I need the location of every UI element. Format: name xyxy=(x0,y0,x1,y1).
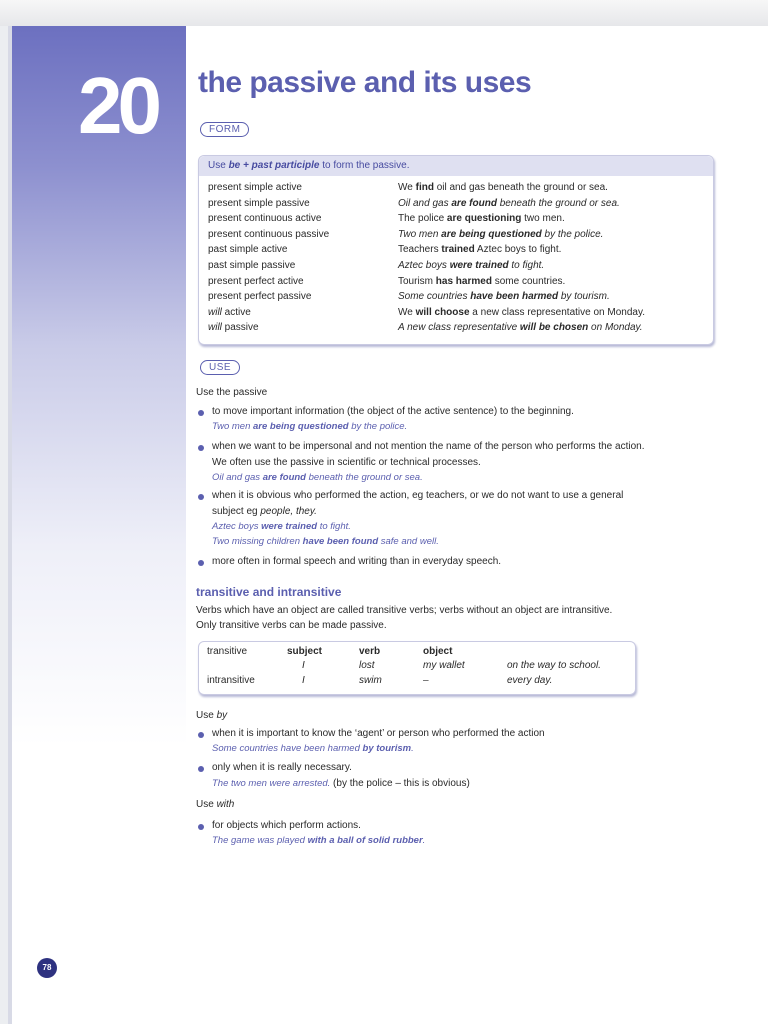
form-row-example: A new class representative will be chosen on Monday. xyxy=(398,322,643,334)
page-number: 78 xyxy=(37,958,57,978)
page-title: the passive and its uses xyxy=(198,66,532,99)
form-row-label: present simple active xyxy=(208,182,302,193)
form-row xyxy=(199,244,713,259)
form-row-example: Teachers trained Aztec boys to fight. xyxy=(398,244,562,256)
bullet-dot xyxy=(198,766,204,772)
bullet-dot xyxy=(198,494,204,500)
use-example-3a: Aztec boys were trained to fight. xyxy=(212,521,351,532)
form-row-example: We find oil and gas beneath the ground or sea. xyxy=(398,182,608,193)
header-object: object xyxy=(423,646,453,657)
cell-extra-1: on the way to school. xyxy=(507,660,601,671)
transitive-heading: transitive and intransitive xyxy=(196,585,342,599)
form-row-example: Oil and gas are found beneath the ground or sea. xyxy=(398,197,620,209)
use-with-heading: Use with xyxy=(196,799,235,810)
use-pill: USE xyxy=(200,360,240,375)
cell-extra-2: every day. xyxy=(507,675,553,686)
form-pill: FORM xyxy=(200,122,249,137)
form-row-label: present continuous passive xyxy=(208,228,330,240)
use-by-bullet-2: only when it is really necessary. xyxy=(212,762,352,773)
form-row-label: present perfect passive xyxy=(208,291,312,303)
form-row-label: present simple passive xyxy=(208,197,310,209)
bullet-dot xyxy=(198,445,204,451)
form-row xyxy=(199,213,713,228)
use-by-example-1: Some countries have been harmed by tourism. xyxy=(212,743,414,754)
use-bullet-4: more often in formal speech and writing than in everyday speech. xyxy=(212,556,502,567)
form-row-example: Some countries have been harmed by tourism. xyxy=(398,291,610,303)
form-table-box xyxy=(198,155,714,345)
form-row-label: present perfect active xyxy=(208,275,304,287)
form-row-label: past simple passive xyxy=(208,260,296,271)
cell-verb-1: lost xyxy=(359,660,375,671)
use-by-heading: Use by xyxy=(196,710,228,721)
cell-verb-2: swim xyxy=(359,675,382,686)
use-example-3b: Two missing children have been found safe and well. xyxy=(212,536,439,547)
bullet-dot xyxy=(198,824,204,830)
form-row xyxy=(199,182,713,197)
use-by-bullet-1: when it is important to know the ‘agent’ or person who performed the action xyxy=(212,728,545,739)
form-row-label: will active xyxy=(208,306,251,318)
use-with-example-1: The game was played with a ball of solid rubber. xyxy=(212,835,426,846)
transitive-line-2: Only transitive verbs can be made passive. xyxy=(196,620,387,631)
cell-object-2: – xyxy=(423,675,429,686)
cell-subject-1: I xyxy=(302,660,305,671)
form-row-example: Aztec boys were trained to fight. xyxy=(398,260,545,271)
chapter-number: 20 xyxy=(78,61,157,150)
form-row xyxy=(199,307,713,322)
bullet-dot xyxy=(198,560,204,566)
form-row-example: The police are questioning two men. xyxy=(398,213,565,225)
form-row xyxy=(199,322,713,337)
form-row-example: We will choose a new class representative on Monday. xyxy=(398,306,645,318)
bullet-dot xyxy=(198,732,204,738)
use-with-bullet-1: for objects which perform actions. xyxy=(212,820,361,831)
chapter-color-band xyxy=(10,26,186,1024)
use-bullet-2-line-2: We often use the passive in scientific or technical processes. xyxy=(212,457,481,468)
cell-object-1: my wallet xyxy=(423,660,465,671)
form-row xyxy=(199,291,713,306)
scan-top-edge xyxy=(0,0,768,26)
page-spine-edge xyxy=(8,26,12,1024)
use-example-2: Oil and gas are found beneath the ground or sea. xyxy=(212,472,423,483)
use-bullet-2-line-1: when we want to be impersonal and not mention the name of the person who performs the action. xyxy=(212,441,645,452)
form-row-label: present continuous active xyxy=(208,213,322,225)
use-by-example-2: The two men were arrested. (by the police – this is obvious) xyxy=(212,778,470,789)
use-example-1: Two men are being questioned by the police. xyxy=(212,421,408,432)
use-bullet-3-line-1: when it is obvious who performed the action, eg teachers, or we do not want to use a general xyxy=(212,490,624,501)
form-row xyxy=(199,276,713,291)
header-verb: verb xyxy=(359,646,381,657)
form-row xyxy=(199,229,713,244)
cell-subject-2: I xyxy=(302,675,305,686)
header-subject: subject xyxy=(287,646,323,657)
use-bullet-3-line-2: subject eg people, they. xyxy=(212,506,317,517)
bullet-dot xyxy=(198,410,204,416)
transitive-line-1: Verbs which have an object are called transitive verbs; verbs without an object are intransitive. xyxy=(196,605,613,616)
form-instruction: Use be + past participle to form the passive. xyxy=(199,156,713,176)
transitive-table xyxy=(198,641,636,695)
row-label-transitive: transitive xyxy=(207,646,248,657)
form-row xyxy=(199,198,713,213)
use-bullet-1: to move important information (the object of the active sentence) to the beginning. xyxy=(212,406,574,417)
use-intro: Use the passive xyxy=(196,387,268,398)
form-row-label: past simple active xyxy=(208,244,288,256)
form-row-example: Tourism has harmed some countries. xyxy=(398,275,566,287)
row-label-intransitive: intransitive xyxy=(207,675,255,686)
form-row-label: will passive xyxy=(208,322,259,334)
form-row-example: Two men are being questioned by the police. xyxy=(398,228,604,240)
form-row xyxy=(199,260,713,275)
